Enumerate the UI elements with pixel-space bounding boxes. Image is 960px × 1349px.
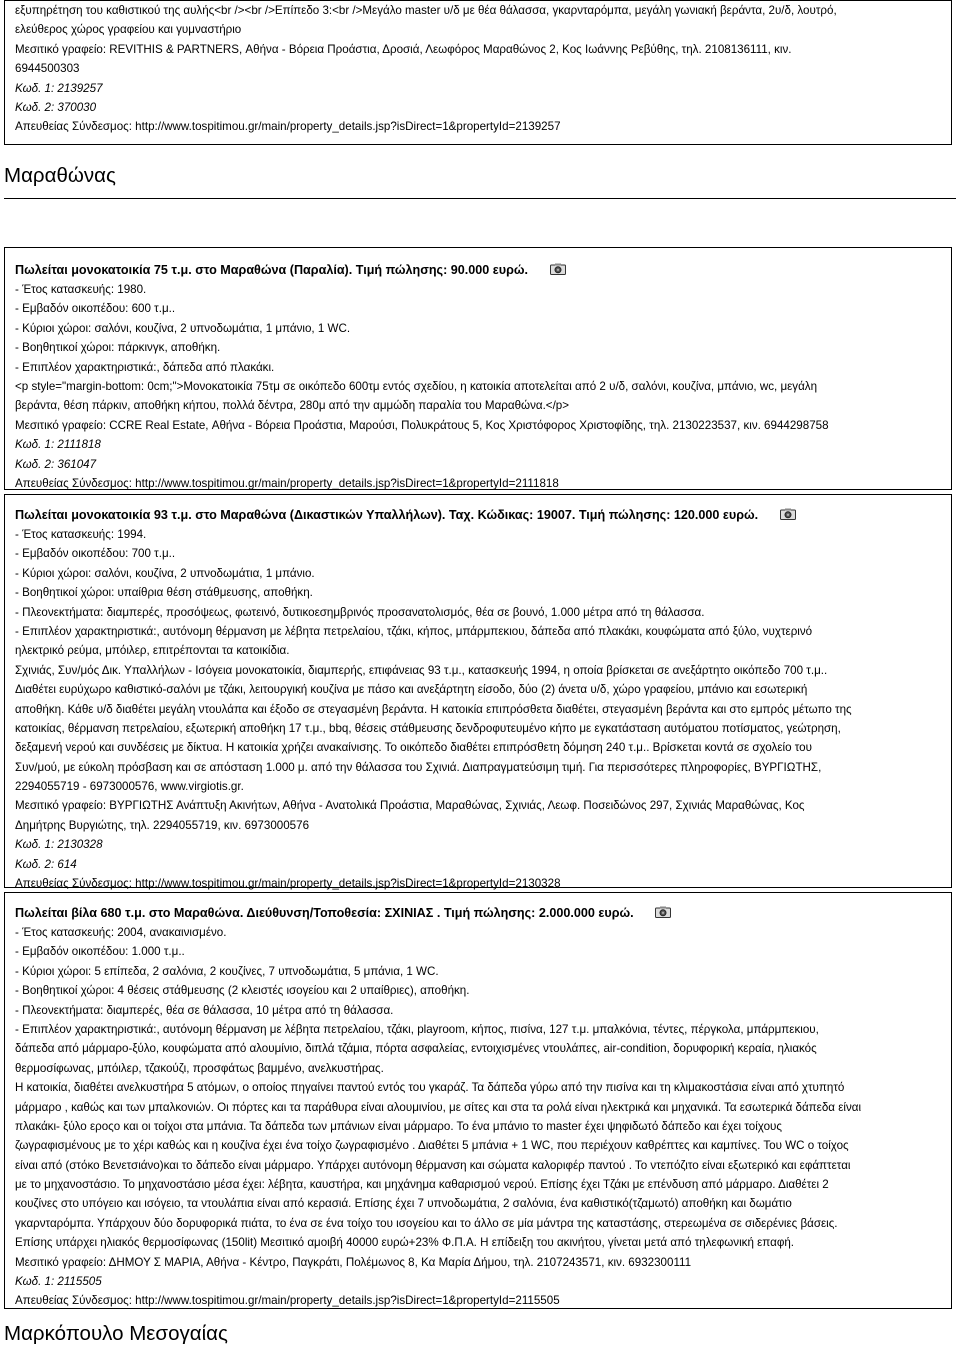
- detail-line: - Έτος κατασκευής: 2004, ανακαινισμένο.: [15, 926, 227, 939]
- listing-block-prev: [4, 0, 952, 145]
- listing-title: [15, 903, 951, 923]
- agency-line: Μεσιτικό γραφείο: CCRE Real Estate, Αθήνα - Βόρεια Προάστια, Μαρούσι, Πολυκράτους 5, Κος Χριστόφορος Χριστοφίδης, τηλ. 2130223537, κιν. 6944298758: [15, 418, 829, 432]
- detail-line: - Επιπλέον χαρακτηριστικά:, αυτόνομη θέρμανση με λέβητα πετρελαίου, τζάκι, κήπος, μπάρμπεκιου, δάπεδα από πλακάκι, κουφώματα από ξύλο, νυχτερινό: [15, 624, 813, 638]
- description-line: μάρμαρο , καθώς και των μπαλκονιών. Οι πόρτες και τα παράθυρα είναι αλουμινίου, με σίτες και στα τα ρολά είναι ηλεκτρικά και μηχανικά. Τα εσωτερικά δάπεδα είναι: [15, 1100, 862, 1114]
- direct-link[interactable]: Απευθείας Σύνδεσμος: http://www.tospitimou.gr/main/property_details.jsp?isDirect=1&propertyId=2111818: [15, 476, 559, 490]
- detail-line: - Βοηθητικοί χώροι: υπαίθρια θέση στάθμευσης, αποθήκη.: [15, 586, 313, 600]
- description-line: ζωγραφισμένους με το χέρι καθώς και η κουζίνα έχει ένα τοίχο ζωγραφισμένο . Διαθέτει 5 μπάνια + 1 WC, που περιέχουν καθρέπτες και καμπίνες. Του WC ο τοίχος: [15, 1139, 849, 1153]
- camera-icon[interactable]: [550, 261, 566, 281]
- detail-line: θερμοσίφωνας, μπόιλερ, τζακούζι, προσφάτως βαμμένο, ανελκυστήρας.: [15, 1061, 384, 1075]
- detail-line: - Έτος κατασκευής: 1994.: [15, 528, 147, 541]
- code-1: Κωδ. 1: 2111818: [15, 438, 101, 452]
- description-line: κουζίνες στο υπόγειο και ισόγειο, τα ντουλάπια είναι από κερασιά. Επίσης έχει 7 υπνοδωμάτια, 2 σαλόνια, ένα καθιστικό(τζαμωτό) αποθήκη και δωμάτιο: [15, 1197, 792, 1211]
- listing-2115505: [4, 892, 952, 1309]
- detail-line: ηλεκτρικό ρεύμα, μπόιλερ, επιτρέπονται τα κατοικίδια.: [15, 644, 290, 658]
- agency-line: Δημήτρης Βυργιώτης, τηλ. 2294055719, κιν. 6973000576: [15, 818, 310, 832]
- agency-line: Μεσιτικό γραφείο: ΒΥΡΓΙΩΤΗΣ Ανάπτυξη Ακινήτων, Αθήνα - Ανατολικά Προάστια, Μαραθώνας, Σχινιάς, Λεωφ. Ποσειδώνος 297, Σχινιάς Μαραθώνας, Κος: [15, 799, 805, 813]
- description-line: 2294055719 - 6973000576, www.virgiotis.gr.: [15, 780, 244, 794]
- description-line: Σχινιάς, Συν/μός Δικ. Υπαλλήλων - Ισόγεια μονοκατοικία, διαμπερής, επιφάνειας 93 τ.μ., κατασκευής 1994, η οποία βρίσκεται σε ανεξάρτητο οικόπεδο 700 τ.μ..: [15, 663, 828, 677]
- divider: [4, 198, 956, 199]
- code-2: Κωδ. 2: 614: [15, 857, 77, 871]
- description-line: πλακάκι- ξύλο εροςο και οι τοίχοι στα μπάνια. Τα δάπεδα των μπάνιων είναι μάρμαρο. Το ένα μπάνιο το master έχει ψηφιδωτό δάπεδο και έχει τοίχους: [15, 1119, 782, 1133]
- direct-link[interactable]: Απευθείας Σύνδεσμος: http://www.tospitimou.gr/main/property_details.jsp?isDirect=1&propertyId=2115505: [15, 1294, 560, 1308]
- description-line: Συν/μού, με εύκολη πρόσβαση και σε απόσταση 1.000 μ. από την θάλασσα του Σχινιά. Διαπραγματεύσιμη τιμή. Για περισσότερες πληροφορίες, ΒΥΡΓΙΩΤΗΣ,: [15, 760, 822, 774]
- description-line: αποθήκη. Κάθε υ/δ διαθέτει μεγάλη ντουλάπα και έξοδο σε στεγασμένη βεράντα. Η κατοικία επιπρόσθετα διαθέτει, στεγασμένη βεράντα και στο εμπρός μέτωπο της: [15, 702, 852, 716]
- text-line: Μεσιτικό γραφείο: REVITHIS & PARTNERS, Αθήνα - Βόρεια Προάστια, Δροσιά, Λεωφόρος Μαραθώνος 2, Κος Ιωάννης Ρεβύθης, τηλ. 2108136111, κιν.: [15, 42, 792, 56]
- detail-line: - Πλεονεκτήματα: διαμπερές, προσόψεως, φωτεινό, δυτικοεσημβρινός προσανατολισμός, θέα σε βουνό, 1.000 μέτρα από τη θάλασσα.: [15, 605, 705, 619]
- detail-line: - Κύριοι χώροι: σαλόνι, κουζίνα, 2 υπνοδωμάτια, 1 μπάνιο, 1 WC.: [15, 321, 351, 335]
- listing-title-text: Πωλείται βίλα 680 τ.μ. στο Μαραθώνα. Διεύθυνση/Τοποθεσία: ΣΧΙΝΙΑΣ . Τιμή πώλησης: 2.000.000 ευρώ.: [15, 906, 634, 920]
- text-line: ελεύθερος χώρος γραφείου και γυμναστήριο: [15, 23, 242, 37]
- detail-line: - Βοηθητικοί χώροι: πάρκινγκ, αποθήκη.: [15, 341, 221, 355]
- camera-icon[interactable]: [655, 904, 671, 924]
- description-line: δεξαμενή νερού και συνδέσεις με δίκτυα. Η κατοικία χρήζει ανακαίνισης. Το οικόπεδο διαθέτει επιπρόσθετη δόμηση 240 τ.μ.. Βρίσκεται κοντά σε σχολείο του: [15, 741, 812, 755]
- description-line: με το μηχανοστάσιο. Το μηχανοστάσιο μέσα έχει: λέβητα, καυστήρα, και μηχάνημα καθαρισμού νερού. Επίσης έχει Τζάκι με επένδυση από μάρμαρο. Διαθέτει 2: [15, 1178, 829, 1192]
- text-line: εξυπηρέτηση του καθιστικού της αυλής<br /><br />Επίπεδο 3:<br />Μεγάλο master υ/δ με θέα θάλασσα, γκαρνταρόμπα, μεγάλη γωνιακή βεράντα, 2υ/δ, λουτρό,: [15, 4, 837, 17]
- detail-line: - Εμβαδόν οικοπέδου: 700 τ.μ..: [15, 547, 176, 561]
- section-heading-marathonas: Μαραθώνας: [4, 164, 116, 187]
- detail-line: δάπεδα από μάρμαρο-ξύλο, κουφώματα από αλουμίνιο, διπλά τζάμια, πόρτα ασφαλείας, εντοιχισμένες ντουλάπες, air-condition, δορυφορική κεραία, ηλιακός: [15, 1042, 817, 1056]
- description-line: <p style="margin-bottom: 0cm;">Μονοκατοικία 75τμ σε οικόπεδο 600τμ εντός σχεδίου, η κατοικία αποτελείται από 2 υ/δ, σαλόνι, κουζίνα, μπάνιο, wc, μεγάλη: [15, 379, 818, 393]
- listing-title-text: Πωλείται μονοκατοικία 75 τ.μ. στο Μαραθώνα (Παραλία). Τιμή πώλησης: 90.000 ευρώ.: [15, 263, 529, 277]
- detail-line: - Πλεονεκτήματα: διαμπερές, θέα σε θάλασσα, 10 μέτρα από τη θάλασσα.: [15, 1003, 394, 1017]
- description-line: είναι από (στόκο Βενετσιάνο)και το δάπεδο είναι μάρμαρο. Υπάρχει αυτόνομη θέρμανση και σώματα καλοριφέρ παντού . Το ντεπόζιτο είναι εξωτερικό και εφάπτεται: [15, 1158, 851, 1172]
- description-line: κατοικίας, θέρμανση πετρελαίου, εξωτερική αποθήκη 17 τ.μ., bbq, θέσεις στάθμευσης δενδροφυτευμένο κήπο με εγκατάσταση αυτόματου ποτίσματος, γεώτρηση,: [15, 721, 841, 735]
- section-heading-markopoulo: Μαρκόπουλο Μεσογαίας: [4, 1322, 228, 1345]
- listing-title-text: Πωλείται μονοκατοικία 93 τ.μ. στο Μαραθώνα (Δικαστικών Υπαλλήλων). Ταχ. Κώδικας: 19007. Τιμή πώλησης: 120.000 ευρώ.: [15, 508, 759, 522]
- direct-link[interactable]: Απευθείας Σύνδεσμος: http://www.tospitimou.gr/main/property_details.jsp?isDirect=1&propertyId=2139257: [15, 120, 561, 134]
- description-line: Διαθέτει ευρύχωρο καθιστικό-σαλόνι με τζάκι, λειτουργική κουζίνα με πάσο και ανεξάρτητη είσοδο, δύο (2) άνετα υ/δ, χώρο γραφείου, μπάνιο και εσωτερική: [15, 683, 808, 697]
- listing-title: [15, 260, 951, 280]
- listing-2111818: [4, 247, 952, 490]
- agency-line: Μεσιτικό γραφείο: ΔΗΜΟΥ Σ ΜΑΡΙΑ, Αθήνα - Κέντρο, Παγκράτι, Πολέμωνος 8, Κα Μαρία Δήμου, τηλ. 2107243571, κιν. 6932300111: [15, 1255, 692, 1269]
- text-line: 6944500303: [15, 62, 80, 76]
- code-2: Κωδ. 2: 370030: [15, 100, 97, 114]
- detail-line: - Επιπλέον χαρακτηριστικά:, αυτόνομη θέρμανση με λέβητα πετρελαίου, τζάκι, playroom, κήπος, πισίνα, 127 τ.μ. μπαλκόνια, τέντες, πέργκολα, μπάρμπεκιου,: [15, 1022, 819, 1036]
- camera-icon[interactable]: [780, 506, 796, 526]
- detail-line: - Κύριοι χώροι: σαλόνι, κουζίνα, 2 υπνοδωμάτια, 1 μπάνιο.: [15, 566, 315, 580]
- detail-line: - Κύριοι χώροι: 5 επίπεδα, 2 σαλόνια, 2 κουζίνες, 7 υπνοδωμάτια, 5 μπάνια, 1 WC.: [15, 964, 439, 978]
- direct-link[interactable]: Απευθείας Σύνδεσμος: http://www.tospitimou.gr/main/property_details.jsp?isDirect=1&propertyId=2130328: [15, 877, 561, 891]
- detail-line: - Επιπλέον χαρακτηριστικά:, δάπεδα από πλακάκι.: [15, 360, 275, 374]
- description-line: Η κατοικία, διαθέτει ανελκυστήρα 5 ατόμων, ο οποίος πηγαίνει παντού εντός του γκαράζ. Τα δάπεδα γύρω από την πισίνα και τη κλιμακοστάσια είναι από χτυπητό: [15, 1081, 845, 1095]
- detail-line: - Βοηθητικοί χώροι: 4 θέσεις στάθμευσης (2 κλειστές ισογείου και 2 υπαίθριες), αποθήκη.: [15, 984, 470, 998]
- code-2: Κωδ. 2: 361047: [15, 457, 97, 471]
- detail-line: - Εμβαδόν οικοπέδου: 600 τ.μ..: [15, 302, 176, 316]
- code-1: Κωδ. 1: 2130328: [15, 838, 103, 852]
- description-line: γκαρνταρόμπα. Υπάρχουν δύο δορυφορικά πιάτα, το ένα σε ένα τοίχο του ισογείου και το άλλο σε μία μάντρα της καταστάσης, στερεωμένα σε σιδερένιες βάσεις.: [15, 1216, 838, 1230]
- detail-line: - Εμβαδόν οικοπέδου: 1.000 τ.μ..: [15, 945, 185, 959]
- listing-title: [15, 505, 951, 525]
- description-line: Επίσης υπάρχει ηλιακός θερμοσίφωνας (150lit) Μεσιτικό αμοιβή 40000 ευρώ+23% Φ.Π.Α. Η επίδειξη του ακινήτου, γίνεται μετά από τηλεφωνική επαφή.: [15, 1236, 795, 1250]
- listing-2130328: [4, 494, 952, 891]
- description-line: βεράντα, θέση πάρκιν, αποθήκη κήπου, πολλά δέντρα, 280μ από την αμμώδη παραλία του Μαραθώνα.</p>: [15, 399, 570, 413]
- detail-line: - Έτος κατασκευής: 1980.: [15, 283, 147, 296]
- code-1: Κωδ. 1: 2139257: [15, 81, 103, 95]
- code-1: Κωδ. 1: 2115505: [15, 1275, 102, 1289]
